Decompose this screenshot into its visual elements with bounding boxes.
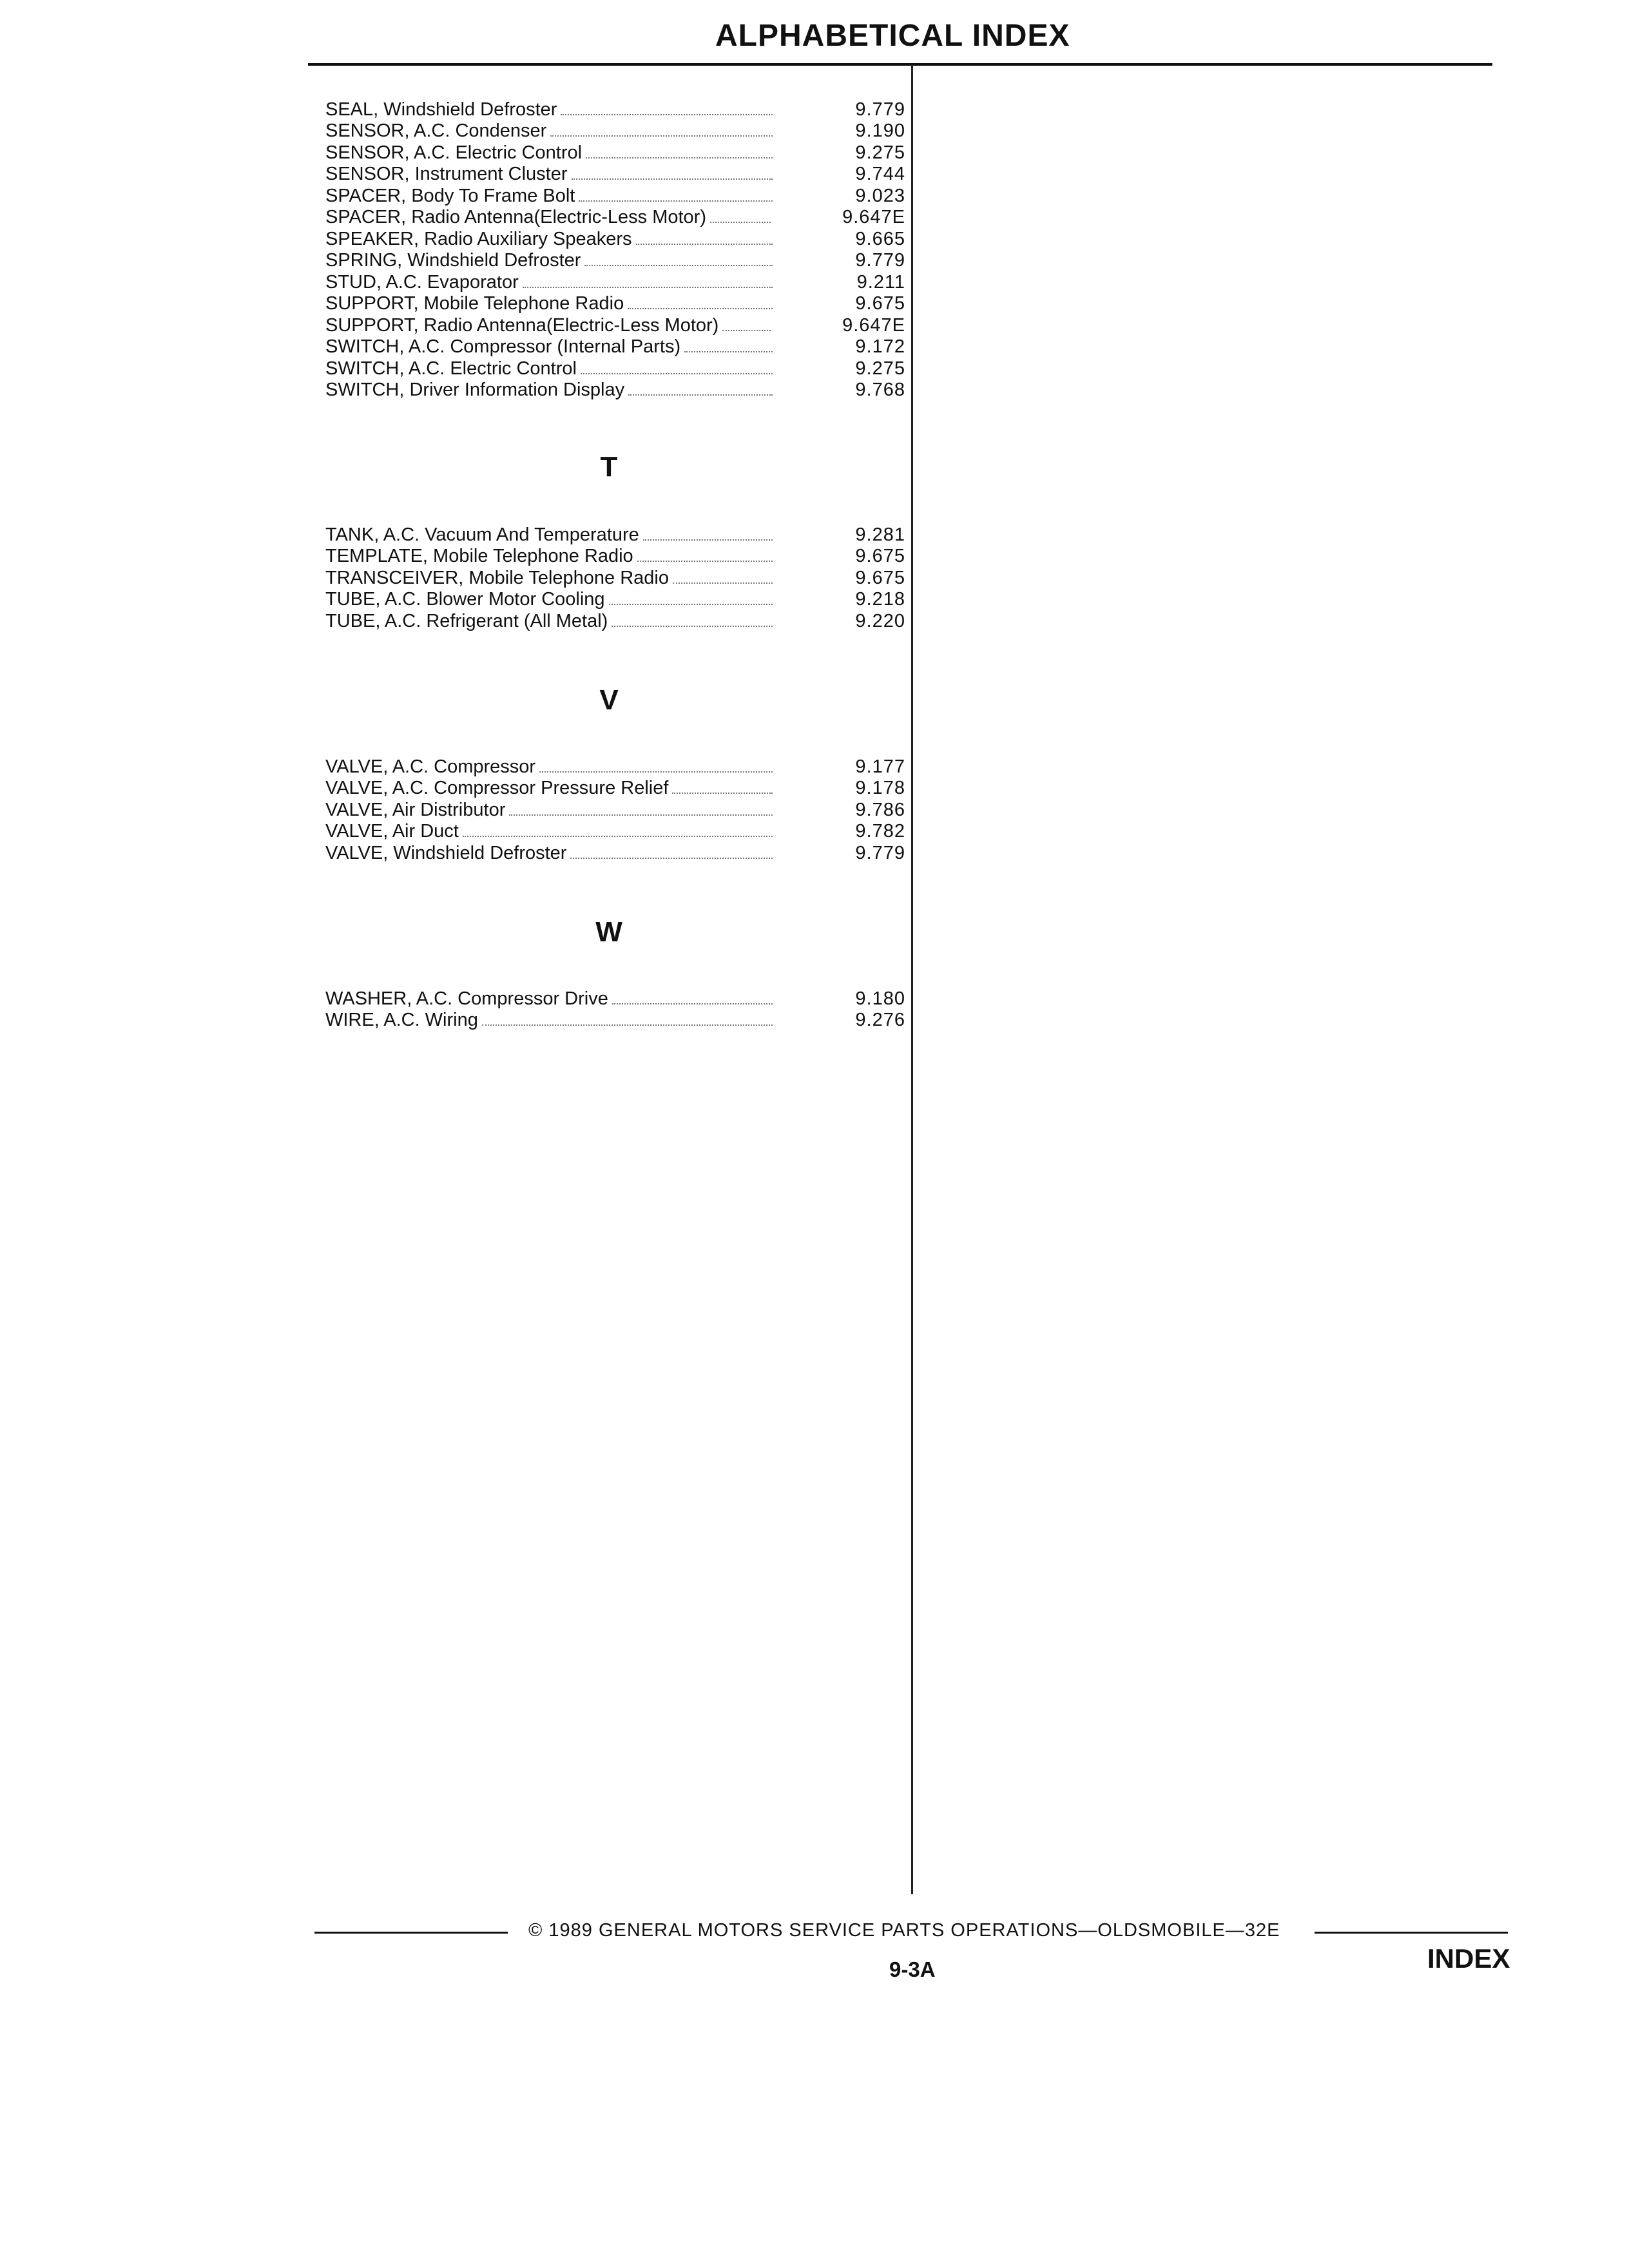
index-section-s [325,99,905,401]
dot-leader [584,265,773,266]
entry-label: TUBE, A.C. Blower Motor Cooling [325,589,605,610]
entry-page: 9.665 [855,228,905,249]
index-entry [325,1010,905,1032]
entry-page: 9.779 [855,99,905,120]
index-entry [325,228,905,250]
entry-page: 9.276 [855,1010,905,1030]
entry-page: 9.768 [855,380,905,400]
entry-page: 9.782 [855,821,905,841]
dot-leader [579,200,773,202]
index-entry [325,99,905,120]
entry-label: WIRE, A.C. Wiring [325,1010,478,1030]
index-entry [325,314,905,336]
entry-label: SPRING, Windshield Defroster [325,250,581,271]
index-entry [325,336,905,358]
entry-page: 9.190 [855,120,905,141]
index-entry [325,546,905,568]
index-entry [325,120,905,142]
section-letter-w: W [595,916,622,948]
header-rule [308,63,1492,66]
index-entry [325,799,905,821]
entry-label: VALVE, Windshield Defroster [325,842,567,863]
dot-leader [561,114,773,115]
dot-leader [684,351,773,352]
entry-page: 9.178 [855,778,905,798]
entry-label: SUPPORT, Mobile Telephone Radio [325,293,624,314]
index-entry [325,756,905,778]
dot-leader [643,539,773,541]
index-section-v [325,756,905,864]
dot-leader [550,135,773,137]
entry-label: SWITCH, A.C. Compressor (Internal Parts) [325,336,681,357]
dot-leader [636,244,773,245]
entry-page: 9.275 [855,142,905,163]
dot-leader [570,858,773,859]
dot-leader [523,287,773,288]
index-entry [325,778,905,800]
entry-label: TUBE, A.C. Refrigerant (All Metal) [325,610,608,631]
section-letter-t: T [600,451,618,483]
entry-label: TEMPLATE, Mobile Telephone Radio [325,546,633,566]
page-title: ALPHABETICAL INDEX [715,19,1070,53]
index-entry [325,524,905,546]
entry-label: STUD, A.C. Evaporator [325,271,519,293]
entry-label: TANK, A.C. Vacuum And Temperature [325,524,639,545]
entry-page: 9.180 [855,988,905,1009]
index-entry [325,293,905,315]
entry-label: VALVE, Air Duct [325,821,459,841]
entry-label: SWITCH, Driver Information Display [325,380,625,400]
dot-leader [710,222,771,223]
dot-leader [628,308,773,309]
index-entry [325,164,905,186]
entry-label: TRANSCEIVER, Mobile Telephone Radio [325,567,670,588]
dot-leader [722,330,771,331]
page-number: 9-3A [889,1957,936,1981]
copyright-notice: © 1989 GENERAL MOTORS SERVICE PARTS OPERATIONS—OLDSMOBILE—32E [528,1920,1280,1941]
dot-leader [572,178,773,180]
entry-label: SEAL, Windshield Defroster [325,99,557,120]
entry-label: VALVE, A.C. Compressor [325,756,536,777]
dot-leader [628,394,773,396]
dot-leader [539,771,773,773]
footer-rule-left [314,1932,508,1934]
dot-leader [637,561,773,562]
entry-page: 9.211 [856,271,905,293]
entry-page: 9.281 [855,524,905,545]
entry-page: 9.023 [855,185,905,206]
index-section-w [325,988,905,1031]
index-entry [325,988,905,1010]
entry-page: 9.275 [855,358,905,379]
index-entry [325,271,905,293]
dot-leader [482,1024,773,1026]
dot-leader [673,582,773,584]
entry-page: 9.220 [855,610,905,631]
entry-label: SPEAKER, Radio Auxiliary Speakers [325,228,632,249]
dot-leader [672,793,773,794]
entry-label: WASHER, A.C. Compressor Drive [325,988,608,1009]
index-entry [325,842,905,864]
entry-label: SENSOR, Instrument Cluster [325,164,568,184]
index-section-t [325,524,905,632]
entry-label: SENSOR, A.C. Electric Control [325,142,583,163]
entry-page: 9.744 [855,164,905,184]
index-entry [325,185,905,207]
index-entry [325,610,905,632]
entry-label: VALVE, A.C. Compressor Pressure Relief [325,778,669,798]
entry-page: 9.779 [855,250,905,271]
index-entry [325,207,905,229]
index-entry [325,821,905,843]
index-entry [325,142,905,164]
index-entry [325,358,905,380]
entry-page: 9.675 [855,293,905,314]
entry-page: 9.218 [855,589,905,610]
entry-label: SENSOR, A.C. Condenser [325,120,547,141]
entry-page: 9.647E [842,207,905,227]
entry-page: 9.675 [855,567,905,588]
entry-page: 9.786 [855,799,905,820]
dot-leader [612,1003,773,1004]
section-label: INDEX [1427,1943,1510,1974]
index-entry [325,250,905,272]
entry-page: 9.172 [855,336,905,357]
entry-page: 9.647E [842,314,905,336]
index-entry [325,567,905,589]
entry-label: SWITCH, A.C. Electric Control [325,358,577,379]
entry-label: SPACER, Radio Antenna(Electric-Less Motor) [325,207,706,227]
column-divider [911,64,913,1894]
entry-page: 9.177 [855,756,905,777]
dot-leader [586,157,773,159]
entry-label: SUPPORT, Radio Antenna(Electric-Less Motor) [325,314,719,336]
dot-leader [581,373,773,374]
dot-leader [612,626,773,627]
entry-page: 9.675 [855,546,905,566]
index-entry [325,380,905,401]
entry-label: VALVE, Air Distributor [325,799,506,820]
dot-leader [509,814,773,816]
footer-rule-right [1315,1932,1508,1934]
section-letter-v: V [599,684,619,716]
entry-page: 9.779 [855,842,905,863]
dot-leader [463,836,773,837]
entry-label: SPACER, Body To Frame Bolt [325,185,575,206]
dot-leader [609,604,773,605]
index-entry [325,589,905,611]
